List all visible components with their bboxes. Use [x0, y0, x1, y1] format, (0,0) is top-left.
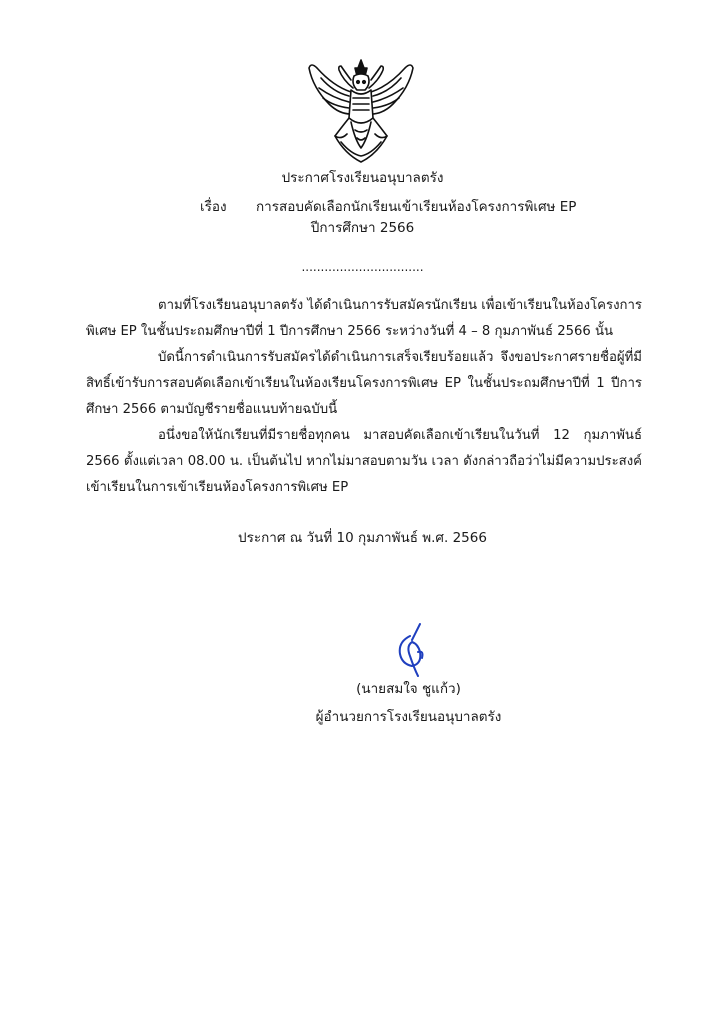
- garuda-emblem-icon: [305, 58, 417, 164]
- body-paragraph-3: อนึ่งขอให้นักเรียนที่มีรายชื่อทุกคน มาสอบคัดเลือกเข้าเรียนในวันที่ 12 กุมภาพันธ์ 2566 ตั้งแต่เวลา 08.00 น. เป็นต้นไป หากไม่มาสอบตามวัน เวลา ดังกล่าวถือว่าไม่มีความประสงค์เข้าเรียนในการเข้าเรียนห้องโครงการพิเศษ EP: [86, 428, 642, 495]
- subject-label: เรื่อง: [200, 199, 227, 215]
- signatory-name: (นายสมใจ ชูแก้ว): [356, 681, 461, 697]
- announcement-title: ประกาศโรงเรียนอนุบาลตรัง: [281, 170, 444, 186]
- announcement-date: ประกาศ ณ วันที่ 10 กุมภาพันธ์ พ.ศ. 2566: [238, 530, 487, 546]
- academic-year-line: ปีการศึกษา 2566: [310, 220, 415, 236]
- subject-text: การสอบคัดเลือกนักเรียนเข้าเรียนห้องโครงการพิเศษ EP: [256, 199, 577, 215]
- body-paragraph-2: บัดนี้การดำเนินการรับสมัครได้ดำเนินการเสร็จเรียบร้อยแล้ว จึงขอประกาศรายชื่อผู้ที่มีสิทธิ์เข้ารับการสอบคัดเลือกเข้าเรียนในห้องเรียนโครงการพิเศษ EP ในชั้นประถมศึกษาปีที่ 1 ปีการศึกษา 2566 ตามบัญชีรายชื่อแนบท้ายฉบับนี้: [86, 350, 642, 417]
- announcement-body: [86, 293, 642, 501]
- separator-dots: ................................: [301, 260, 424, 274]
- handwritten-signature: [392, 622, 440, 678]
- signatory-position: ผู้อำนวยการโรงเรียนอนุบาลตรัง: [315, 709, 502, 725]
- subject-row: [200, 195, 576, 217]
- body-paragraph-1: ตามที่โรงเรียนอนุบาลตรัง ได้ดำเนินการรับสมัครนักเรียน เพื่อเข้าเรียนในห้องโครงการพิเศษ EP ในชั้นประถมศึกษาปีที่ 1 ปีการศึกษา 2566 ระหว่างวันที่ 4 – 8 กุมภาพันธ์ 2566 นั้น: [86, 298, 642, 339]
